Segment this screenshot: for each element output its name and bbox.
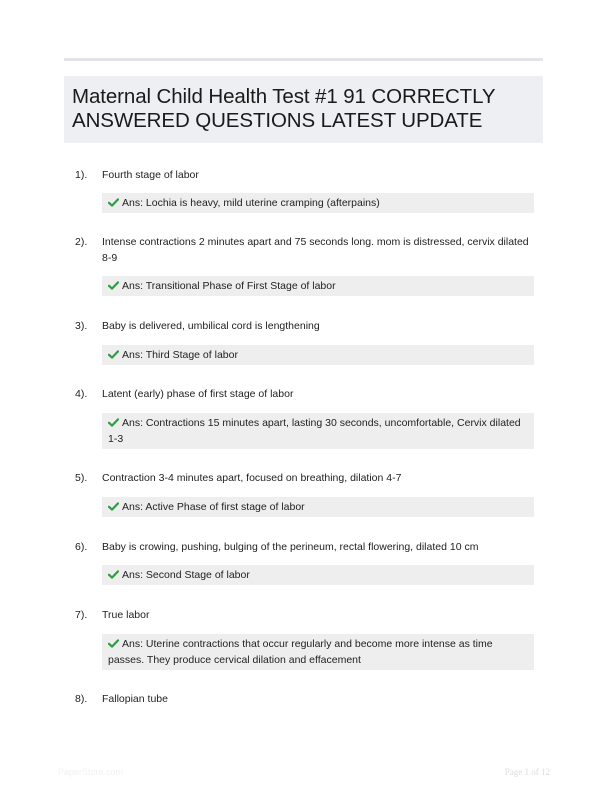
question-text: Fallopian tube bbox=[102, 693, 168, 705]
answer-text: Ans: Third Stage of labor bbox=[122, 349, 238, 361]
question-number: 6). bbox=[75, 541, 88, 553]
question-number: 1). bbox=[75, 169, 88, 181]
answer-text: Ans: Transitional Phase of First Stage of labor bbox=[122, 280, 336, 292]
answer-box bbox=[102, 345, 534, 365]
answer-text: Ans: Active Phase of first stage of labor bbox=[122, 501, 305, 513]
check-icon bbox=[108, 198, 119, 207]
answer-text: Ans: Uterine contractions that occur regularly and become more intense as time passes. They produce cervical dilation and effacement bbox=[108, 638, 493, 666]
question-number: 3). bbox=[75, 320, 88, 332]
answer-box bbox=[102, 634, 534, 670]
top-divider bbox=[64, 58, 543, 61]
question-text: Intense contractions 2 minutes apart and 75 seconds long. mom is distressed, cervix dilated 8-9 bbox=[102, 236, 529, 264]
answer-box bbox=[102, 413, 534, 449]
question-number: 2). bbox=[75, 236, 88, 248]
check-icon bbox=[108, 639, 119, 648]
question-text: Baby is delivered, umbilical cord is lengthening bbox=[102, 320, 320, 332]
answer-box bbox=[102, 276, 534, 296]
answer-box bbox=[102, 497, 534, 517]
answer-text: Ans: Second Stage of labor bbox=[122, 569, 250, 581]
question-text: Baby is crowing, pushing, bulging of the perineum, rectal flowering, dilated 10 cm bbox=[102, 541, 479, 553]
answer-text: Ans: Lochia is heavy, mild uterine cramping (afterpains) bbox=[122, 197, 380, 209]
question-number: 8). bbox=[75, 693, 88, 705]
question-number: 4). bbox=[75, 388, 88, 400]
check-icon bbox=[108, 502, 119, 511]
question-number: 7). bbox=[75, 609, 88, 621]
page-number: Page 1 of 12 bbox=[504, 767, 550, 777]
answer-text: Ans: Contractions 15 minutes apart, lasting 30 seconds, uncomfortable, Cervix dilated 1-3 bbox=[108, 417, 521, 445]
page-title: Maternal Child Health Test #1 91 CORRECTLY ANSWERED QUESTIONS LATEST UPDATE bbox=[72, 85, 496, 132]
question-text: Fourth stage of labor bbox=[102, 169, 199, 181]
question-text: Contraction 3-4 minutes apart, focused on breathing, dilation 4-7 bbox=[102, 472, 402, 484]
check-icon bbox=[108, 418, 119, 427]
footer-watermark: PaperStore.com bbox=[58, 767, 124, 777]
check-icon bbox=[108, 350, 119, 359]
check-icon bbox=[108, 570, 119, 579]
check-icon bbox=[108, 281, 119, 290]
title-banner bbox=[64, 76, 543, 143]
answer-box bbox=[102, 193, 534, 213]
answer-box bbox=[102, 565, 534, 585]
question-number: 5). bbox=[75, 472, 88, 484]
question-text: True labor bbox=[102, 609, 150, 621]
question-text: Latent (early) phase of first stage of labor bbox=[102, 388, 294, 400]
